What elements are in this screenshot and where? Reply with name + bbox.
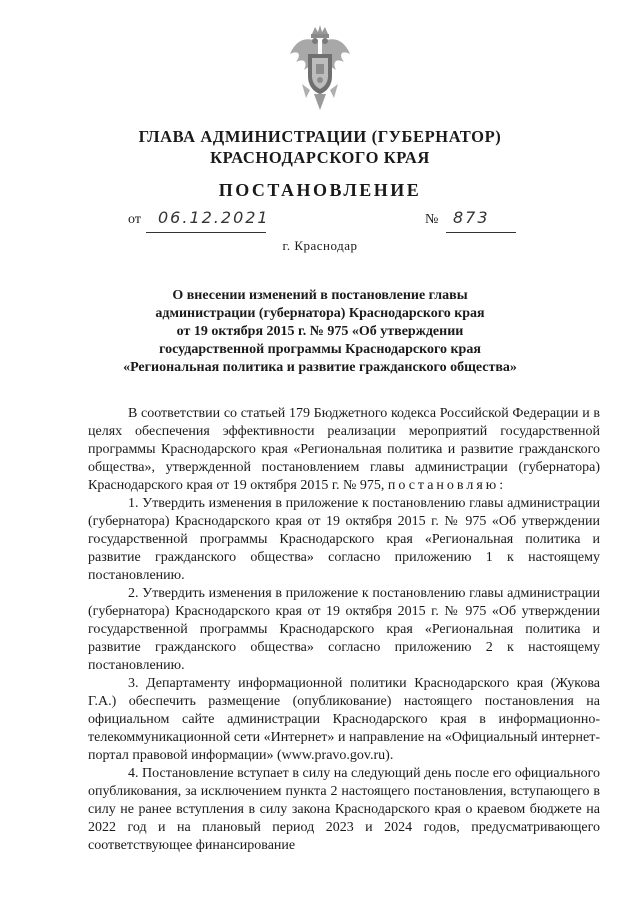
date-value: 06.12.2021	[158, 208, 270, 227]
subject-line: «Региональная политика и развитие гражданского общества»	[123, 360, 517, 375]
decree-word: постановляю:	[387, 478, 507, 493]
preamble-paragraph	[88, 405, 600, 495]
issuer-title-line-1: ГЛАВА АДМИНИСТРАЦИИ (ГУБЕРНАТОР)	[138, 127, 502, 146]
clause-1: 1. Утвердить изменения в приложение к постановлению главы администрации (губернатора) Краснодарского края от 19 октября 2015 г. № 975 «Об утверждении государственной программы Краснодарского края «Региональная политика и развитие гражданского общества» согласно приложению 1 к настоящему постановлению.	[88, 496, 600, 583]
preamble-text: В соответствии со статьей 179 Бюджетного кодекса Российской Федерации и в целях обеспечения эффективности реализации мероприятий государственной программы Краснодарского края «Региональная политика и развитие гражданского общества», утвержденной постановлением главы администрации (губернатора) Краснодарского края от 19 октября 2015 г. № 975,	[88, 406, 600, 493]
document-type: ПОСТАНОВЛЕНИЕ	[218, 180, 422, 200]
document-subject	[110, 287, 530, 377]
clause-4: 4. Постановление вступает в силу на следующий день после его официального опубликования, за исключением пункта 2 настоящего постановления, вступающего в силу не ранее вступления в силу закона Краснодарского края о краевом бюджете на 2022 год и на плановый период 2023 и 2024 годов, предусматривающего соответствующее финансирование	[88, 766, 600, 853]
city: г. Краснодар	[282, 238, 358, 253]
issuer-title-line-2: КРАСНОДАРСКОГО КРАЯ	[210, 148, 430, 167]
document-body	[88, 405, 600, 855]
date-number-row	[0, 210, 640, 238]
clause-3: 3. Департаменту информационной политики Краснодарского края (Жукова Г.А.) обеспечить размещение (опубликование) настоящего постановления на официальном сайте администрации Краснодарского края в информационно-телекоммуникационной сети «Интернет» и направление на «Официальный интернет-портал правовой информации» (www.pravo.gov.ru).	[88, 676, 600, 763]
number-label: №	[425, 212, 439, 227]
coat-of-arms-icon	[288, 24, 352, 114]
date-label: от	[128, 212, 141, 227]
subject-line: О внесении изменений в постановление главы	[172, 288, 468, 303]
clause-2: 2. Утвердить изменения в приложение к постановлению главы администрации (губернатора) Краснодарского края от 19 октября 2015 г. № 975 «Об утверждении государственной программы Краснодарского края «Региональная политика и развитие гражданского общества» согласно приложению 2 к настоящему постановлению.	[88, 586, 600, 673]
subject-line: от 19 октября 2015 г. № 975 «Об утверждении	[176, 324, 464, 339]
subject-line: администрации (губернатора) Краснодарского края	[155, 306, 485, 321]
subject-line: государственной программы Краснодарского края	[159, 342, 481, 357]
number-value: 873	[453, 208, 490, 227]
